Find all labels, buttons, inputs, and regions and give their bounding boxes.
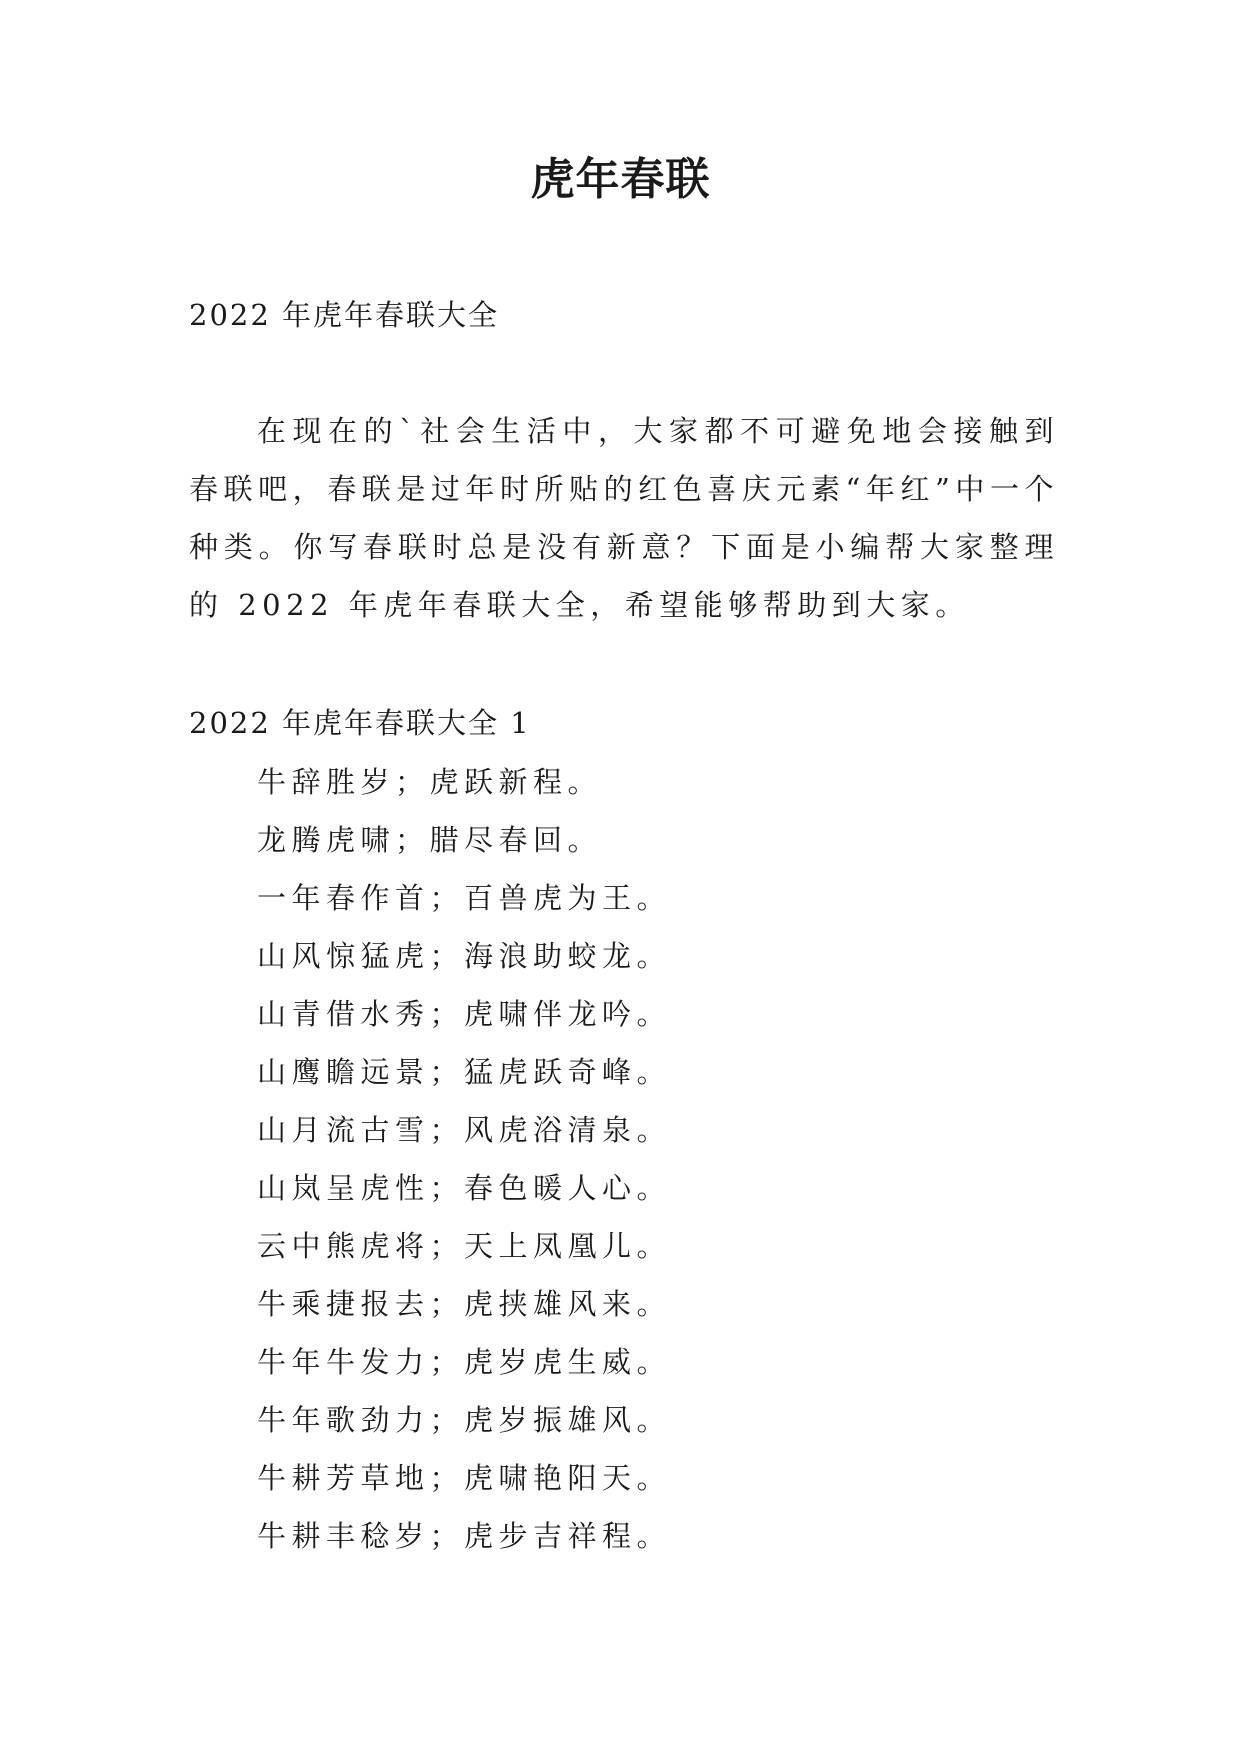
couplet-line: 山鹰瞻远景；猛虎跃奇峰。 xyxy=(257,1055,672,1089)
document-subtitle: 2022 年虎年春联大全 xyxy=(189,298,500,332)
couplet-line: 龙腾虎啸；腊尽春回。 xyxy=(257,823,603,857)
intro-paragraph: 在现在的`社会生活中，大家都不可避免地会接触到春联吧，春联是过年时所贴的红色喜庆元素“年红”中一个种类。你写春联时总是没有新意？下面是小编帮大家整理的 2022 年虎年春联大全，希望能够帮助到大家。 xyxy=(189,414,1059,622)
section-heading: 2022 年虎年春联大全 1 xyxy=(189,706,531,740)
couplet-line: 山风惊猛虎；海浪助蛟龙。 xyxy=(257,939,672,973)
couplet-line: 山青借水秀；虎啸伴龙吟。 xyxy=(257,997,672,1031)
couplet-list xyxy=(257,753,671,1565)
couplet-line: 牛年牛发力；虎岁虎生威。 xyxy=(257,1345,672,1379)
couplet-line: 牛年歌劲力；虎岁振雄风。 xyxy=(257,1403,672,1437)
couplet-line: 一年春作首；百兽虎为王。 xyxy=(257,881,672,915)
couplet-line: 牛耕芳草地；虎啸艳阳天。 xyxy=(257,1461,672,1495)
page-title: 虎年春联 xyxy=(530,154,711,205)
couplet-line: 牛乘捷报去；虎挟雄风来。 xyxy=(257,1287,672,1321)
couplet-line: 山月流古雪；风虎浴清泉。 xyxy=(257,1113,672,1147)
couplet-line: 山岚呈虎性；春色暖人心。 xyxy=(257,1171,672,1205)
couplet-line: 云中熊虎将；天上凤凰儿。 xyxy=(257,1229,672,1263)
couplet-line: 牛辞胜岁；虎跃新程。 xyxy=(257,765,603,799)
couplet-line: 牛耕丰稔岁；虎步吉祥程。 xyxy=(257,1519,672,1553)
